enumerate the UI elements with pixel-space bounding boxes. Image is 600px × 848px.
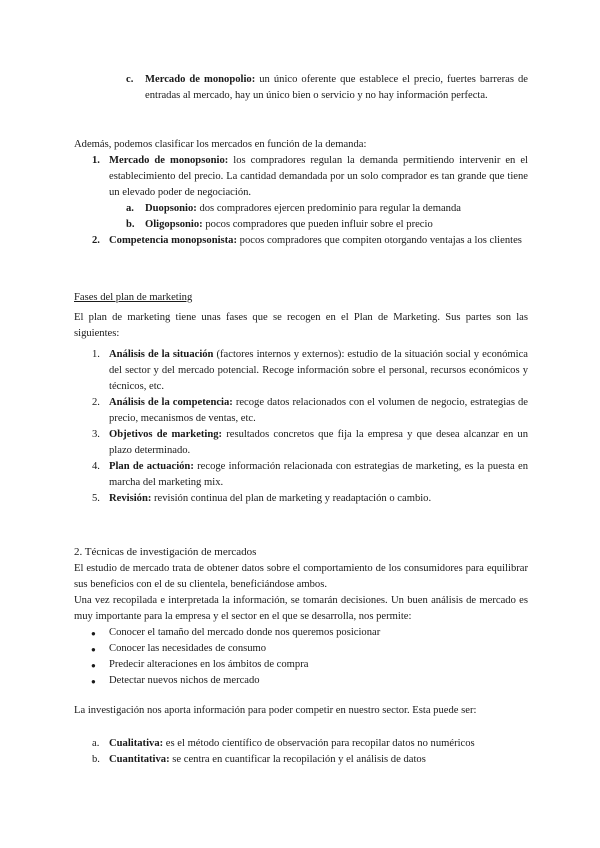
definition: los compradores regulan la demanda permitiendo intervenir en el establecimiento del precio. La cantidad demandada por un solo comprador es tan grande que tiene un elevado poder de negociación. [109,155,528,198]
bullet-item: Conocer el tamaño del mercado donde nos queremos posicionar [109,627,381,638]
fase-item [109,395,528,427]
bullet-item: Detectar nuevos nichos de mercado [109,675,260,686]
list-marker: 4. [92,461,100,472]
tecnicas-para-3: La investigación nos aporta información para poder competir en nuestro sector. Esta puede ser: [74,705,477,716]
list-item-monopolio [145,72,528,104]
term: Análisis de la competencia: [109,397,233,408]
tecnicas-para-2: Una vez recopilada e interpretada la información, se tomarán decisiones. Un buen análisis de mercado es muy importante para la empresa y el sector en el que se desarrolla, nos permite: [74,595,528,622]
list-marker: b. [126,219,135,230]
bullet-item: Conocer las necesidades de consumo [109,643,267,654]
list-marker: b. [92,754,100,765]
term: Competencia monopsonista: [109,235,238,246]
definition: un único oferente que establece el precio, fuertes barreras de entradas al mercado, hay un único bien o servicio y no hay información perfecta. [145,74,528,101]
term: Duopsonio: [145,203,197,214]
bullet-icon: ● [91,677,96,686]
definition: (factores internos y externos): estudio de la situación social y económica del sector y del mercado potencial. Recoge información sobre el personal, recursos económicos y técnicos, etc. [109,349,528,392]
fase-item [109,427,528,459]
list-marker: 2. [92,235,100,246]
bullet-item: Predecir alteraciones en los ámbitos de compra [109,659,309,670]
definition: recoge información relacionada con estrategias de marketing, es la puesta en marcha del marketing mix. [109,461,528,488]
list-marker: a. [126,203,134,214]
definition: pocos compradores que compiten otorgando ventajas a los clientes [237,235,522,246]
term: Mercado de monopsonio: [109,155,229,166]
definition: recoge datos relacionados con el volumen de negocio, estrategias de precio, mecanismos de ventas, etc. [109,397,528,424]
term: Mercado de monopolio: [145,74,256,85]
fase-item [109,491,431,507]
fase-item [109,347,528,395]
term: Oligopsonio: [145,219,203,230]
term: Cualitativa: [109,738,164,749]
term: Plan de actuación: [109,461,194,472]
fase-item [109,459,528,491]
bullet-icon: ● [91,629,96,638]
term: Análisis de la situación [109,349,214,360]
definition: pocos compradores que pueden influir sobre el precio [202,219,433,230]
list-marker: 1. [92,349,100,360]
section-heading-fases: Fases del plan de marketing [74,292,193,303]
term: Revisión: [109,493,152,504]
definition: dos compradores ejercen predominio para regular la demanda [196,203,461,214]
term: Cuantitativa: [109,754,170,765]
list-item-competencia-monopsonista [109,233,528,249]
type-cualitativa [109,736,475,752]
bullet-icon: ● [91,645,96,654]
fases-intro: El plan de marketing tiene unas fases que se recogen en el Plan de Marketing. Sus partes son las siguientes: [74,312,528,339]
list-marker: 5. [92,493,100,504]
definition: resultados concretos que fija la empresa y que desea alcanzar en un plazo determinado. [109,429,529,456]
list-marker: a. [92,738,100,749]
bullet-icon: ● [91,661,96,670]
definition: es el método científico de observación para recopilar datos no numéricos [163,738,475,749]
list-marker: 1. [92,155,100,166]
list-item-duopsonio [145,201,461,217]
type-cuantitativa [109,752,426,768]
list-item-oligopsonio [145,217,433,233]
definition: revisión continua del plan de marketing y readaptación o cambio. [151,493,432,504]
list-item-monopsonio [109,153,528,201]
list-marker: 2. [92,397,100,408]
definition: se centra en cuantificar la recopilación y el análisis de datos [169,754,426,765]
list-marker: c. [126,74,134,85]
section-heading-tecnicas: 2. Técnicas de investigación de mercados [74,546,257,558]
tecnicas-para-1: El estudio de mercado trata de obtener datos sobre el comportamiento de los consumidores para equilibrar sus beneficios con el de su clientela, beneficiándose ambos. [74,563,528,590]
list-marker: 3. [92,429,100,440]
demand-intro: Además, podemos clasificar los mercados en función de la demanda: [74,139,367,150]
term: Objetivos de marketing: [109,429,223,440]
